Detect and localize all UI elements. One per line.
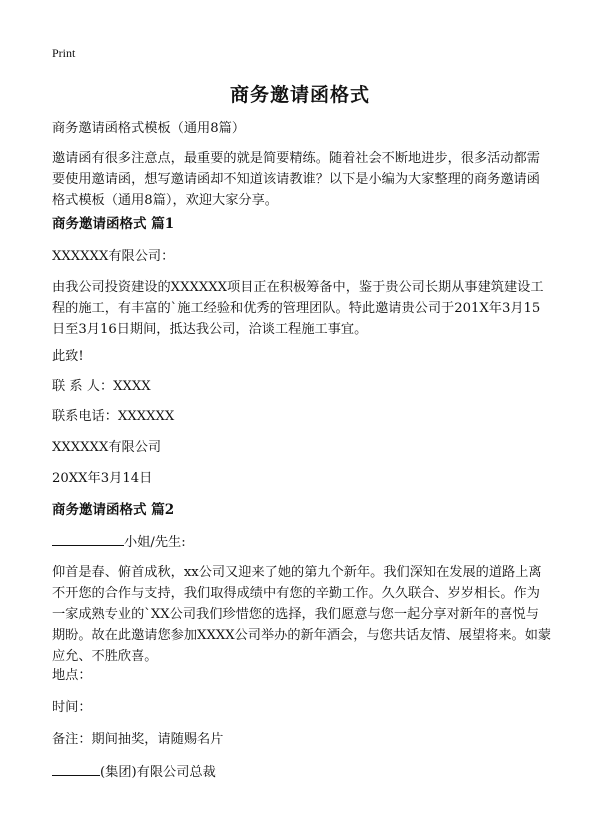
salutation-text: 小姐/先生: bbox=[124, 535, 186, 550]
section1-body: 由我公司投资建设的XXXXXX项目正在积极筹备中，鉴于贵公司长期从事建筑建设工程的施工，有丰富的`施工经验和优秀的管理团队。特此邀请贵公司于201X年3月15日至3月16日期间，抵达我公司，洽谈工程施工事宜。 bbox=[52, 280, 544, 337]
section1-closing: 此致! bbox=[52, 349, 84, 364]
time-label: 时间： bbox=[52, 700, 92, 715]
group-name-blank bbox=[52, 763, 100, 776]
section2-body: 仰首是春、俯首成秋，xx公司又迎来了她的第九个新年。我们深知在发展的道路上离不开您的合作与支持，我们取得成绩中有您的辛勤工作。久久联合、岁岁相长。作为一家成熟专业的`XX公司我们珍惜您的选择，我们愿意与您一起分享对新年的喜悦与期盼。故在此邀请您参加XXXX公司举办的新年酒会，与您共话友情、展望将来。如蒙应允、不胜欣喜。 bbox=[52, 565, 552, 664]
section2-heading: 商务邀请函格式 篇2 bbox=[52, 502, 175, 518]
contact-phone: 联系电话：XXXXXX bbox=[52, 409, 175, 424]
letter-date: 20XX年3月14日 bbox=[52, 471, 153, 486]
print-link[interactable]: Print bbox=[52, 46, 76, 60]
contact-person: 联 系 人：XXXX bbox=[52, 379, 151, 394]
name-blank bbox=[52, 533, 124, 546]
section1-salutation: XXXXXX有限公司： bbox=[52, 249, 175, 264]
signature-company: XXXXXX有限公司 bbox=[52, 440, 162, 455]
section2-signature bbox=[52, 762, 216, 783]
subtitle: 商务邀请函格式模板（通用8篇） bbox=[52, 121, 246, 136]
note-line: 备注：期间抽奖，请随赐名片 bbox=[52, 732, 224, 747]
page-title: 商务邀请函格式 bbox=[229, 84, 370, 106]
section2-salutation bbox=[52, 532, 186, 553]
intro-paragraph: 邀请函有很多注意点，最重要的就是简要精练。随着社会不断地进步，很多活动都需要使用邀请函，想写邀请函却不知道该请教谁？以下是小编为大家整理的商务邀请函格式模板（通用8篇），欢迎大家分享。 bbox=[52, 151, 540, 208]
section1-heading: 商务邀请函格式 篇1 bbox=[52, 216, 175, 232]
location-label: 地点： bbox=[52, 668, 92, 683]
signature-text: (集团)有限公司总裁 bbox=[100, 765, 216, 780]
